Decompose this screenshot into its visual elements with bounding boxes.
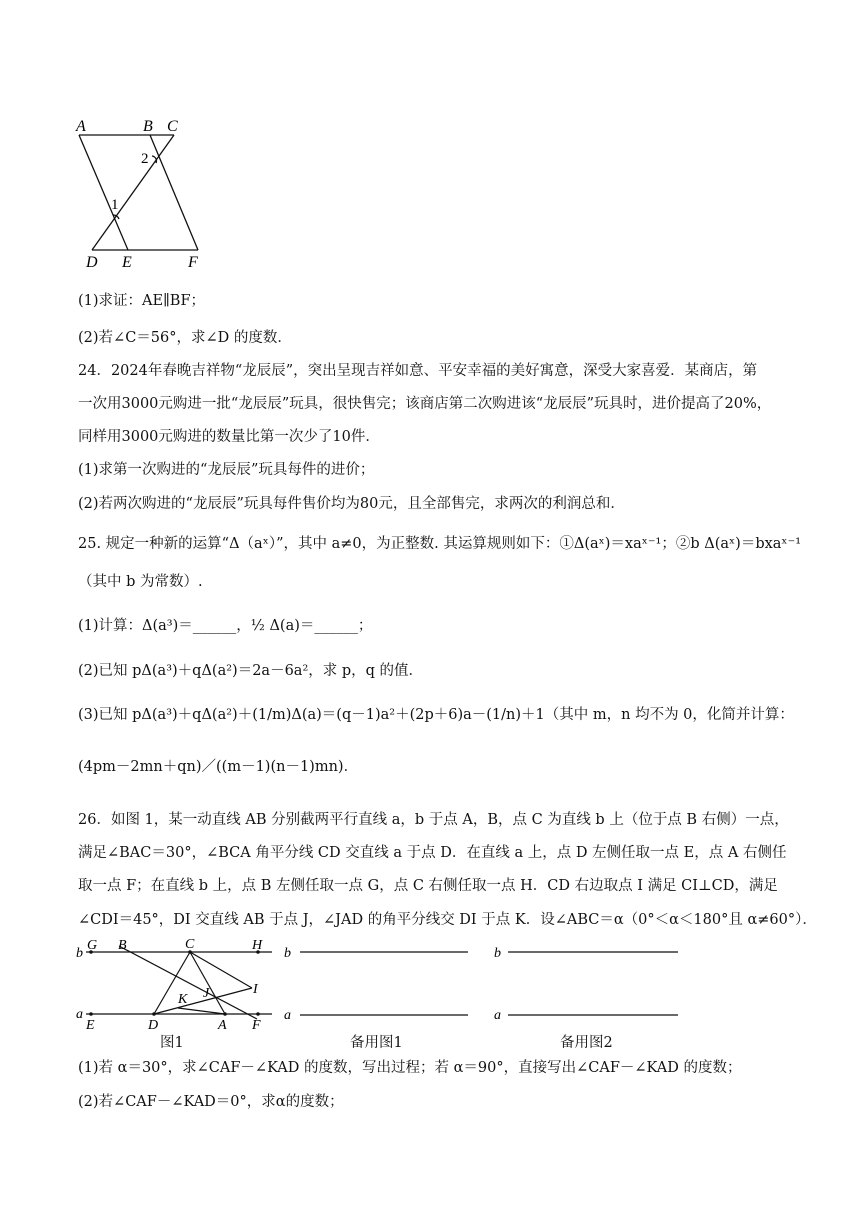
q25-part3: (3)已知 pΔ(a³)＋qΔ(a²)＋(1/m)Δ(a)＝(q－1)a²＋(2p＋6)a－(1/n)＋1（其中 m，n 均不为 0，化简并计算： [78, 707, 794, 723]
q26-part2: (2)若∠CAF－∠KAD＝0°，求α的度数； [78, 1094, 344, 1110]
label-B: B [118, 938, 127, 953]
q23-part1: (1)求证：AE∥BF； [78, 293, 206, 309]
label-2: 2 [141, 151, 149, 167]
q26-line1: 26．如图 1，某一动直线 AB 分别截两平行直线 a，b 于点 A，B，点 C 为直线 b 上（位于点 B 右侧）一点， [78, 812, 789, 828]
q25-line2: （其中 b 为常数）. [78, 574, 203, 590]
label-F: F [252, 1018, 261, 1033]
q25-part3-expression: (4pm－2mn＋qn)／((m－1)(n－1)mn)． [78, 759, 359, 775]
spare-figure-2-caption: 备用图2 [560, 1035, 613, 1051]
spare-figure-2 [492, 940, 682, 1030]
label-C: C [185, 937, 195, 952]
q26-line3: 取一点 F；在直线 b 上，点 B 左侧任取一点 G，点 C 右侧任取一点 H．CD 右边取点 I 满足 CI⊥CD，满足 [78, 878, 778, 894]
label-E: E [86, 1018, 95, 1033]
label-B: B [143, 118, 153, 135]
label-H: H [252, 938, 263, 953]
q23-part2: (2)若∠C＝56°，求∠D 的度数． [78, 330, 292, 346]
label-A: A [76, 118, 86, 135]
label-I: I [253, 982, 258, 997]
label-F: F [188, 254, 198, 271]
q25-part2: (2)已知 pΔ(a³)＋qΔ(a²)＝2a－6a²，求 p，q 的值． [78, 663, 424, 679]
figure-1-angle-diagram [72, 935, 282, 1035]
spare2-label-a: a [494, 1008, 501, 1023]
label-G: G [87, 938, 98, 953]
spare-figure-1 [282, 940, 472, 1030]
q25-line1: 25. 规定一种新的运算“Δ（aˣ）”，其中 a≠0，为正整数. 其运算规则如下：①Δ(aˣ)＝xaˣ⁻¹；②b Δ(aˣ)＝bxaˣ⁻¹ [78, 536, 802, 552]
spare-figure-1-caption: 备用图1 [350, 1035, 403, 1051]
q24-line2: 一次用3000元购进一批“龙辰辰”玩具，很快售完；该商店第二次购进该“龙辰辰”玩具时，进价提高了20%， [78, 396, 772, 412]
label-1: 1 [111, 197, 119, 213]
q24-part1: (1)求第一次购进的“龙辰辰”玩具每件的进价； [78, 462, 375, 478]
q26-line2: 满足∠BAC＝30°，∠BCA 角平分线 CD 交直线 a 于点 D．在直线 a 上，点 D 左侧任取一点 E，点 A 右侧任 [78, 845, 787, 861]
label-E: E [122, 254, 132, 271]
q24-line3: 同样用3000元购进的数量比第一次少了10件． [78, 429, 380, 445]
q26-line4: ∠CDI＝45°，DI 交直线 AB 于点 J，∠JAD 的角平分线交 DI 于点 K．设∠ABC＝α（0°＜α＜180°且 α≠60°）． [78, 912, 817, 928]
label-A: A [218, 1018, 227, 1033]
label-D: D [148, 1018, 159, 1033]
spare2-label-b: b [494, 946, 501, 961]
figure-1-caption: 图1 [160, 1035, 184, 1051]
spare1-label-a: a [284, 1008, 291, 1023]
label-J: J [203, 986, 210, 1001]
label-K: K [178, 992, 188, 1007]
label-D: D [86, 254, 98, 271]
q24-line1: 24．2024年春晚吉祥物“龙辰辰”，突出呈现吉祥如意、平安幸福的美好寓意，深受大家喜爱．某商店，第 [78, 363, 758, 379]
label-b: b [76, 946, 83, 961]
label-C: C [167, 118, 178, 135]
figure-parallel-lines [70, 112, 220, 272]
q26-part1: (1)若 α＝30°，求∠CAF－∠KAD 的度数，写出过程；若 α＝90°，直接写出∠CAF－∠KAD 的度数； [78, 1060, 742, 1076]
q24-part2: (2)若两次购进的“龙辰辰”玩具每件售价均为80元，且全部售完，求两次的利润总和． [78, 496, 625, 512]
q25-part1: (1)计算：Δ(a³)＝______，½ Δ(a)＝______； [78, 618, 373, 634]
spare1-label-b: b [284, 946, 291, 961]
label-a: a [76, 1007, 83, 1022]
